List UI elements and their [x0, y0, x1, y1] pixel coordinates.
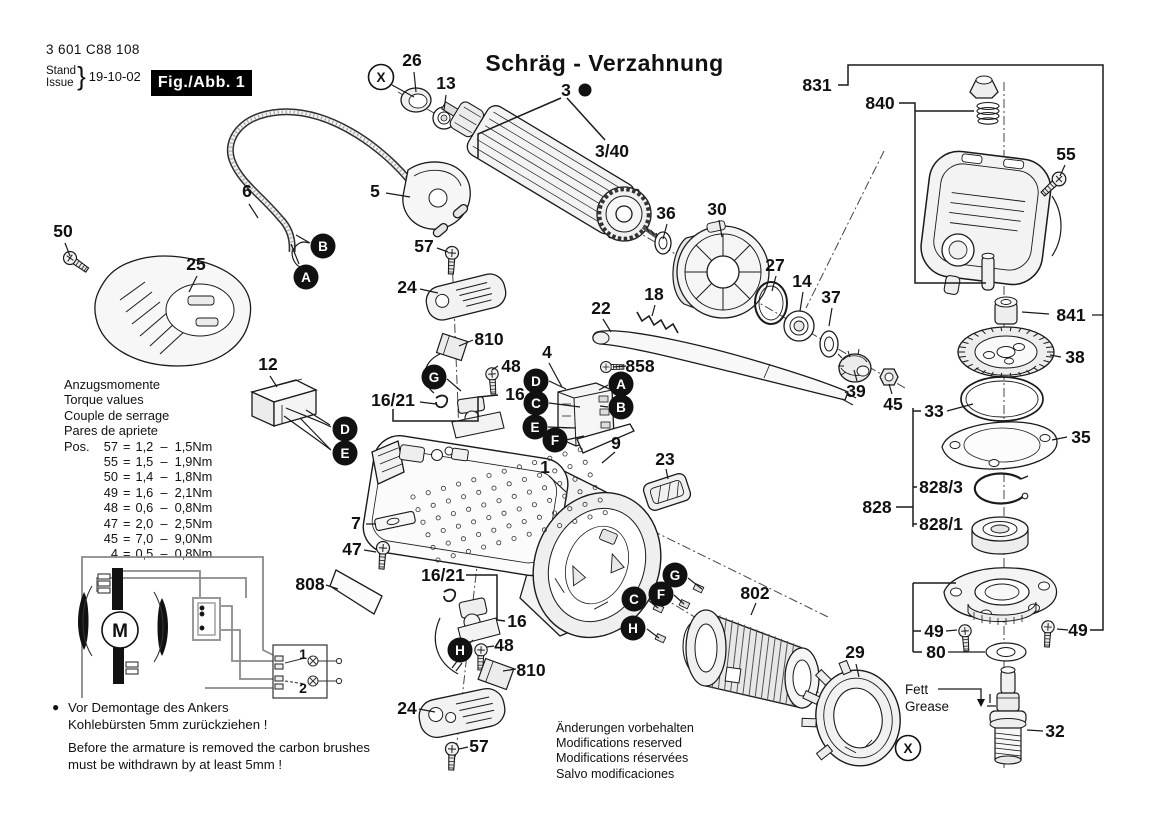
svg-text:D: D — [340, 421, 350, 437]
svg-text:G: G — [669, 567, 681, 583]
part-label-57-bottom: 57 — [469, 736, 489, 757]
part-label-858: 858 — [625, 356, 655, 377]
part-label-13: 13 — [436, 73, 456, 94]
svg-text:X: X — [376, 69, 386, 85]
part-label-48-bottom: 48 — [494, 635, 514, 656]
svg-text:H: H — [455, 642, 465, 658]
part-label-22: 22 — [591, 298, 611, 319]
svg-text:C: C — [629, 591, 639, 607]
adjust-nut-840 — [970, 76, 998, 98]
torque-row-49: 49 = 1,6 – 2,1Nm — [103, 484, 213, 500]
svg-text:E: E — [530, 419, 540, 435]
part-label-24-bottom: 24 — [397, 698, 417, 719]
part-label-828-1: 828/1 — [919, 514, 963, 535]
svg-text:A: A — [301, 269, 311, 285]
bearing-14 — [784, 311, 814, 341]
torque-row-50: 50 = 1,4 – 1,8Nm — [103, 469, 213, 485]
svg-text:E: E — [340, 445, 350, 461]
modifications-line-2: Modifications réservées — [556, 751, 689, 766]
part-label-810-bottom: 810 — [516, 660, 546, 681]
screw-49-right — [1041, 621, 1055, 648]
screw-49-left — [958, 624, 972, 651]
part-label-828-3: 828/3 — [919, 477, 963, 498]
letter-badge-B — [311, 234, 336, 259]
field-stator — [653, 584, 819, 708]
issue-date: 19-10-02 — [88, 69, 141, 84]
part-label-828: 828 — [862, 497, 892, 518]
part-label-30: 30 — [707, 199, 727, 220]
mains-plug — [403, 162, 470, 238]
part-label-7: 7 — [351, 513, 361, 534]
part-label-37: 37 — [821, 287, 841, 308]
letter-badge-H — [448, 638, 473, 663]
part-label-38: 38 — [1065, 347, 1085, 368]
svg-text:F: F — [656, 586, 666, 602]
part-label-808: 808 — [295, 574, 325, 595]
brush-cover-top — [423, 271, 509, 323]
o-ring-27 — [755, 282, 787, 324]
part-label-16-21-top: 16/21 — [371, 390, 415, 411]
svg-text:C: C — [531, 395, 541, 411]
note-german-line1: Vor Demontage des Ankers — [68, 700, 229, 715]
svg-text:B: B — [318, 238, 328, 254]
brace-glyph: } — [77, 61, 86, 91]
screw-50 — [61, 249, 91, 275]
part-label-16-21-bottom: 16/21 — [421, 565, 465, 586]
svg-text:F: F — [550, 432, 560, 448]
grease-en: Grease — [905, 699, 949, 714]
grease-de: Fett — [905, 682, 929, 697]
torque-row-57: Pos. 57 = 1,2 – 1,5Nm — [64, 438, 213, 454]
part-label-840: 840 — [865, 93, 895, 114]
part-label-80: 80 — [926, 642, 946, 663]
letter-badge-C — [622, 587, 647, 612]
washer-80 — [986, 643, 1026, 661]
figure-label: Fig./Abb. 1 — [151, 70, 252, 96]
stand-label: Stand — [46, 64, 77, 77]
spindle-32 — [990, 667, 1026, 764]
part-label-841: 841 — [1056, 305, 1086, 326]
torque-heading-0: Anzugsmomente — [64, 377, 161, 392]
letter-badge-F — [543, 428, 568, 453]
part-label-49-right: 49 — [1068, 620, 1088, 641]
svg-text:X: X — [903, 740, 913, 756]
part-label-45: 45 — [883, 394, 903, 415]
letter-badge-C — [524, 391, 549, 416]
part-label-33: 33 — [924, 401, 944, 422]
wiring-label-motor: M — [112, 621, 128, 642]
snap-ring-828-3 — [975, 473, 1028, 503]
svg-text:G: G — [428, 369, 440, 385]
letter-badge-A — [609, 372, 634, 397]
torque-heading-1: Torque values — [64, 392, 144, 408]
screw-48-top — [485, 367, 499, 394]
torque-heading-3: Pares de apriete — [64, 423, 158, 439]
bearing-flange — [944, 568, 1057, 625]
svg-text:A: A — [616, 376, 626, 392]
part-label-16-bottom: 16 — [507, 611, 527, 632]
part-label-25: 25 — [186, 254, 206, 275]
torque-row-47: 47 = 2,0 – 2,5Nm — [103, 515, 213, 531]
part-label-5: 5 — [370, 181, 380, 202]
pinion-39 — [838, 349, 871, 382]
part-label-24-top: 24 — [397, 277, 417, 298]
part-label-27: 27 — [765, 255, 785, 276]
rear-cover — [95, 256, 251, 366]
letter-badge-D — [333, 417, 358, 442]
wiring-label-contact1: 1 — [299, 646, 307, 662]
part-label-18: 18 — [644, 284, 664, 305]
part-label-16-top: 16 — [505, 384, 525, 405]
part-label-55: 55 — [1056, 144, 1076, 165]
carbon-brush-bottom — [478, 659, 514, 690]
spring-18 — [637, 312, 678, 333]
part-label-14: 14 — [792, 271, 812, 292]
note-german-line2: Kohlebürsten 5mm zurückziehen ! — [68, 717, 268, 732]
note-bullet: ● — [52, 700, 60, 714]
part-label-35: 35 — [1071, 427, 1091, 448]
part-label-32: 32 — [1045, 721, 1065, 742]
modifications-line-3: Salvo modificaciones — [556, 766, 675, 781]
svg-text:H: H — [628, 620, 638, 636]
cover-23 — [642, 472, 692, 512]
torque-row-45: 45 = 7,0 – 9,0Nm — [103, 531, 213, 547]
letter-badge-G — [422, 365, 447, 390]
part-label-6: 6 — [242, 181, 252, 202]
connector-12 — [252, 379, 316, 426]
part-label-29: 29 — [845, 642, 865, 663]
letter-badge-B — [609, 395, 634, 420]
armature-note-dot — [579, 84, 592, 97]
torque-heading-2: Couple de serrage — [64, 407, 170, 423]
torque-row-4: 4 = 0,5 – 0,8Nm — [110, 546, 213, 562]
part-label-810-top: 810 — [474, 329, 504, 350]
page-title: Schräg - Verzahnung — [485, 50, 724, 76]
part-label-39: 39 — [846, 381, 866, 402]
part-label-23: 23 — [655, 449, 675, 470]
screw-47 — [375, 541, 390, 569]
bushing-841 — [995, 297, 1017, 324]
part-label-36: 36 — [656, 203, 676, 224]
nut-45 — [880, 369, 898, 385]
ring-33 — [961, 377, 1043, 421]
modifications-line-0: Änderungen vorbehalten — [556, 721, 694, 735]
wiring-label-contact2: 2 — [299, 680, 307, 696]
spring-840 — [977, 103, 999, 125]
letter-badge-E — [333, 441, 358, 466]
grease-pointer — [938, 689, 996, 707]
part-label-3-40: 3/40 — [594, 141, 630, 162]
wedge-808 — [330, 570, 382, 614]
torque-row-55: 55 = 1,5 – 1,9Nm — [103, 454, 213, 470]
letter-badge-F — [649, 582, 674, 607]
torque-row-48: 48 = 0,6 – 0,8Nm — [103, 500, 213, 516]
part-label-26: 26 — [402, 50, 422, 71]
part-label-802: 802 — [740, 583, 770, 604]
note-english-line1: Before the armature is removed the carbon brushes — [68, 740, 371, 755]
flange-35 — [942, 422, 1057, 469]
part-label-47: 47 — [342, 539, 362, 560]
part-label-9: 9 — [611, 433, 621, 454]
svg-text:D: D — [531, 373, 541, 389]
type-number: 3 601 C88 108 — [46, 42, 140, 57]
letter-badge-A — [294, 265, 319, 290]
part-label-4: 4 — [542, 342, 552, 363]
part-label-50: 50 — [53, 221, 73, 242]
parts-artwork — [61, 76, 1069, 775]
part-label-49-left: 49 — [924, 621, 944, 642]
modifications-line-1: Modifications reserved — [556, 736, 682, 751]
letter-badge-H — [621, 616, 646, 641]
washer-36 — [655, 232, 671, 254]
washer-37 — [820, 331, 838, 357]
part-label-831: 831 — [802, 75, 832, 96]
screw-57-top — [444, 246, 458, 274]
screw-57-bottom — [445, 742, 459, 770]
part-label-57-top: 57 — [414, 236, 434, 257]
pin-840 — [982, 253, 994, 290]
svg-text:B: B — [616, 399, 626, 415]
part-label-3: 3 — [561, 80, 571, 101]
letter-badge-D — [524, 369, 549, 394]
part-label-48-top: 48 — [501, 356, 521, 377]
part-label-1: 1 — [540, 457, 550, 478]
switch-16-top — [436, 396, 504, 438]
x-marker-0 — [369, 65, 394, 90]
brush-cover-bottom — [416, 685, 508, 740]
note-english-line2: must be withdrawn by at least 5mm ! — [68, 757, 283, 772]
bearing-828-1 — [972, 517, 1028, 554]
issue-label: Issue — [46, 76, 74, 89]
part-label-12: 12 — [258, 354, 278, 375]
crown-gear-38 — [958, 327, 1054, 377]
x-marker-1 — [896, 736, 921, 761]
